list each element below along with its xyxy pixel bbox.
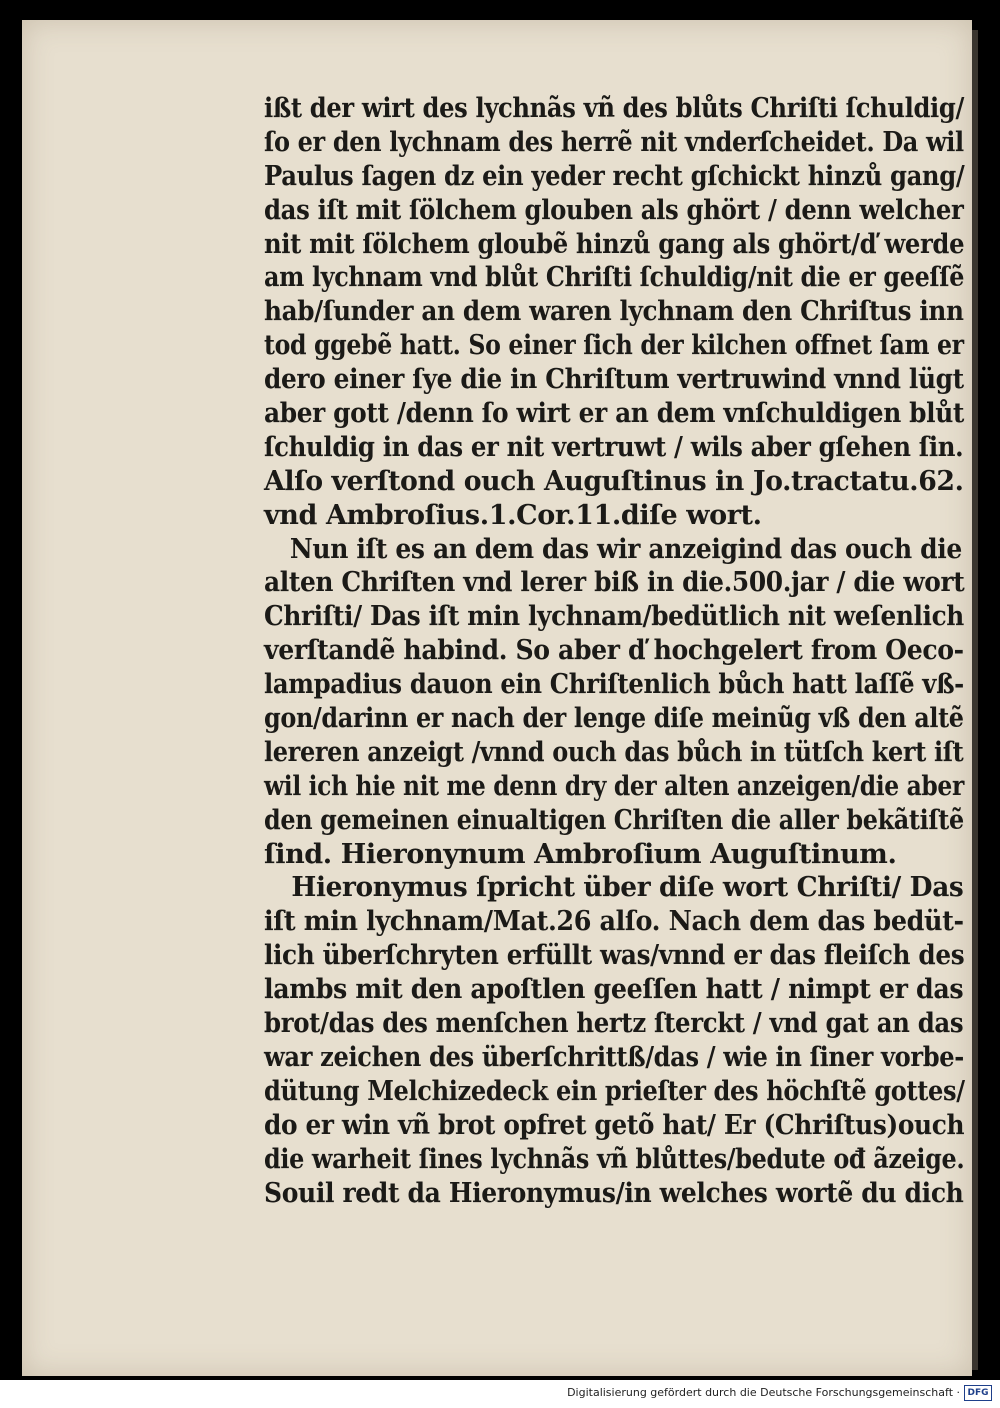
text-line: lambs mit den apoſtlen geeſſen hatt / nimpt er das (264, 974, 964, 1006)
dfg-logo-icon: DFG (964, 1385, 992, 1401)
text-line: das iſt mit ſölchem glouben als ghört / denn welcher (264, 194, 964, 226)
text-line: tod ggebẽ hatt. So einer ſich der kilchen offnet ſam er (264, 330, 964, 362)
text-line: gon/darinn er nach der lenge diſe meinũg vß den altẽ (264, 703, 964, 735)
footer-credit: Digitalisierung gefördert durch die Deutsche Forschungsgemeinschaft · (567, 1386, 960, 1399)
text-line: do er win vñ brot opfret getõ hat/ Er (Chriſtus)ouch (264, 1109, 965, 1141)
text-line: den gemeinen einualtigen Chriſten die aller bekãtiſtẽ (264, 804, 964, 836)
text-line: Souil redt da Hieronymus/in welches wortẽ du dich (264, 1177, 964, 1209)
text-line: nit mit ſölchem gloubẽ hinzů gang als ghört/ď werde (264, 228, 965, 260)
text-line: alten Chriſten vnd lerer biß in die.500.jar / die wort (264, 567, 965, 599)
text-line: ſchuldig in das er nit vertruwt / wils aber gſehen ſin. (264, 431, 964, 463)
text-line: iſt min lychnam/Mat.26 alſo. Nach dem das bedüt- (264, 906, 964, 938)
text-line: wil ich hie nit me denn dry der alten anzeigen/die aber (264, 770, 964, 802)
text-line: ſind. Hieronynum Ambroſium Auguſtinum. (264, 838, 897, 870)
text-line: am lychnam vnd blůt Chriſti ſchuldig/nit die er geeſſẽ (264, 262, 965, 294)
text-line: verſtandẽ habind. So aber ď hochgelert from Oeco- (264, 635, 964, 667)
text-line: Chriſti/ Das iſt min lychnam/bedütlich nit weſenlich (264, 601, 964, 633)
text-line: Alſo verſtond ouch Auguſtinus in Jo.tractatu.62. (264, 465, 964, 497)
text-line: die warheit ſines lychnãs vñ blůttes/bedute ođ ãzeige. (264, 1143, 965, 1175)
text-line: vnd Ambroſius.1.Cor.11.diſe wort. (264, 499, 762, 531)
text-line: ſo er den lychnam des herrẽ nit vnderſcheidet. Da wil (264, 126, 964, 158)
text-line: lampadius dauon ein Chriſtenlich bůch hatt laſſẽ vß- (264, 669, 964, 701)
footer-bar (0, 1380, 1000, 1408)
text-line: lich überſchryten erfüllt was/vnnd er das fleiſch des (264, 940, 965, 972)
paragraph-start-line: Nun iſt es an dem das wir anzeigind das ouch die (289, 533, 962, 565)
text-line: aber gott /denn ſo wirt er an dem vnſchuldigen blůt (264, 398, 965, 430)
text-line: dero einer ſye die in Chriſtum vertruwind vnnd lügt (264, 364, 964, 396)
text-line: hab/ſunder an dem waren lychnam den Chriſtus inn (264, 296, 964, 328)
text-line: brot/das des menſchen hertz ſterckt / vnd gat an das (264, 1008, 964, 1040)
text-line: ißt der wirt des lychnãs vñ des blůts Chriſti ſchuldig/ (264, 93, 964, 124)
text-line: lereren anzeigt /vnnd ouch das bůch in tütſch kert iſt (264, 736, 964, 768)
text-line: Paulus ſagen dz ein yeder recht gſchickt hinzů gang/ (264, 160, 965, 192)
paragraph-start-line: Hieronymus ſpricht über diſe wort Chriſti/ Das (291, 872, 964, 904)
text-line: dütung Melchizedeck ein prieſter des höchſtẽ gottes/ (264, 1075, 965, 1107)
page-edge (972, 30, 978, 1370)
body-text (264, 92, 964, 1210)
text-line: war zeichen des überſchrittß/das / wie in ſiner vorbe- (264, 1041, 964, 1073)
